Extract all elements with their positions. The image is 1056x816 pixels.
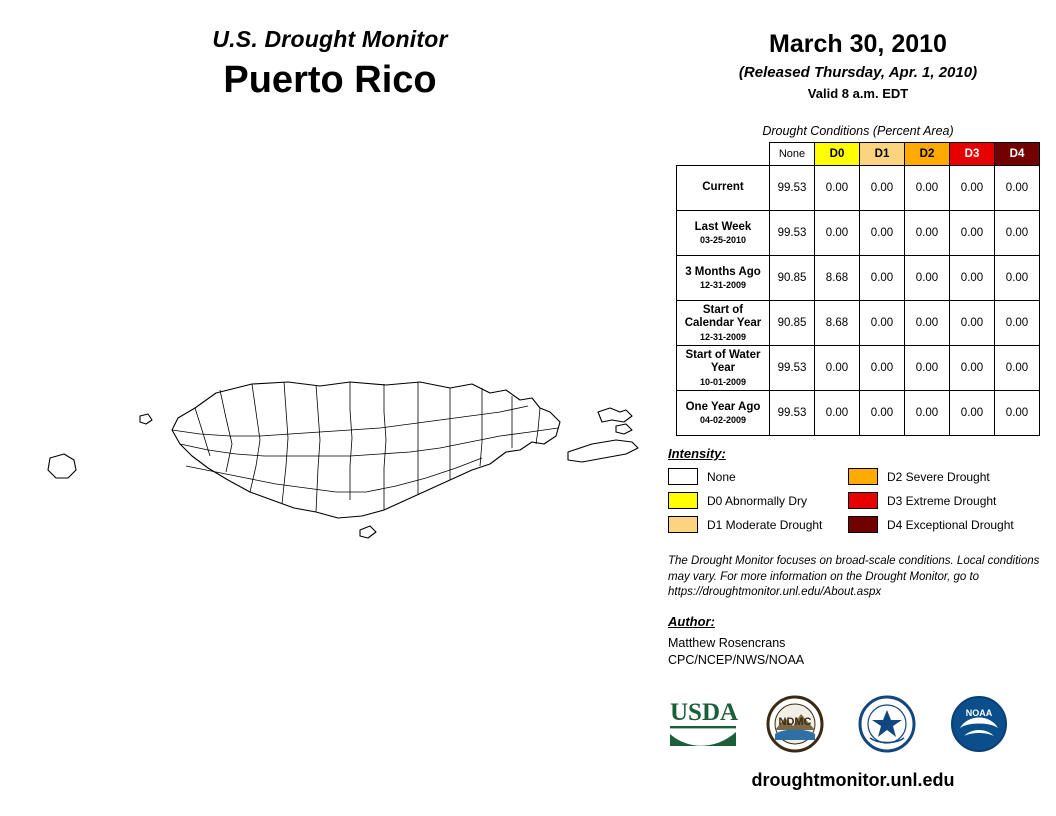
cell-d4: 0.00: [995, 391, 1040, 436]
row-label-date: 04-02-2009: [699, 414, 747, 425]
noaa-seal-logo: [858, 694, 916, 759]
date-block: [668, 30, 1048, 101]
cell-d2: 0.00: [905, 391, 950, 436]
legend-swatch-d2: [848, 468, 878, 485]
usda-logo-svg: [668, 694, 740, 754]
row-label-3-months-ago: [677, 256, 770, 301]
cell-d0: 0.00: [815, 391, 860, 436]
cell-d3: 0.00: [950, 301, 995, 346]
cell-none: 99.53: [770, 166, 815, 211]
cell-d4: 0.00: [995, 346, 1040, 391]
cell-d3: 0.00: [950, 391, 995, 436]
noaa-logo: [950, 694, 1008, 759]
column-header-d2: D2: [905, 143, 950, 166]
cell-d0: 0.00: [815, 166, 860, 211]
row-label-text: 3 Months Ago: [685, 265, 761, 278]
puerto-rico-drought-map: [20, 360, 660, 580]
cell-none: 90.85: [770, 256, 815, 301]
map-release-date: (Released Thursday, Apr. 1, 2010): [738, 64, 978, 81]
cell-d2: 0.00: [905, 301, 950, 346]
legend-item-d3: [848, 492, 1048, 509]
legend-title: Intensity:: [668, 446, 726, 461]
table-row: [677, 166, 1040, 211]
cell-d3: 0.00: [950, 166, 995, 211]
map-title-block: [0, 26, 660, 102]
map-island-desecheo: [140, 414, 152, 424]
column-header-d0: D0: [815, 143, 860, 166]
page-title-region: Puerto Rico: [223, 59, 437, 101]
legend-item-d2: [848, 468, 1048, 485]
cell-d0: 8.68: [815, 301, 860, 346]
map-main-island: [172, 382, 560, 518]
author-name: Matthew Rosencrans: [668, 636, 786, 650]
row-label-date: 03-25-2010: [699, 234, 747, 245]
cell-d4: 0.00: [995, 166, 1040, 211]
row-label-text: Current: [702, 181, 744, 194]
author-block: [668, 614, 1048, 669]
row-label-date: 12-31-2009: [699, 331, 747, 342]
column-header-d3: D3: [950, 143, 995, 166]
map-island-caja-de-muertos: [360, 526, 376, 538]
row-label-text: Last Week: [694, 220, 752, 233]
cell-none: 99.53: [770, 391, 815, 436]
map-island-vieques: [568, 440, 638, 462]
cell-d1: 0.00: [860, 256, 905, 301]
table-header-row: [677, 143, 1040, 166]
map-svg: [20, 360, 660, 580]
usda-logo: [668, 694, 740, 759]
legend-item-d1: [668, 516, 848, 533]
row-label-text: Start of Water Year: [685, 349, 761, 375]
cell-d2: 0.00: [905, 166, 950, 211]
table-row: [677, 301, 1040, 346]
cell-d1: 0.00: [860, 211, 905, 256]
table-row: [677, 346, 1040, 391]
cell-d1: 0.00: [860, 166, 905, 211]
map-valid-time: Valid 8 a.m. EDT: [807, 86, 909, 101]
legend-item-d0: [668, 492, 848, 509]
svg-text:NDMC: NDMC: [778, 716, 812, 728]
table-row: [677, 211, 1040, 256]
author-title: Author:: [668, 614, 715, 629]
cell-d0: 0.00: [815, 346, 860, 391]
cell-d2: 0.00: [905, 346, 950, 391]
legend-swatch-d1: [668, 516, 698, 533]
noaa-seal-logo-svg: [858, 694, 916, 754]
row-label-text: Start of Calendar Year: [684, 304, 762, 330]
legend-label-none: None: [707, 469, 736, 484]
legend-label-d0: D0 Abnormally Dry: [707, 493, 808, 508]
column-header-d4: D4: [995, 143, 1040, 166]
logo-row: [668, 694, 1028, 764]
table-row: [677, 256, 1040, 301]
table-corner-cell: [677, 143, 770, 166]
legend-swatch-d0: [668, 492, 698, 509]
row-label-date: 10-01-2009: [699, 376, 747, 387]
row-label-start-of-water-year: [677, 346, 770, 391]
cell-d1: 0.00: [860, 346, 905, 391]
table-row: [677, 391, 1040, 436]
ndmc-logo-svg: [766, 694, 824, 754]
legend-swatch-d3: [848, 492, 878, 509]
author-organization: CPC/NCEP/NWS/NOAA: [668, 652, 805, 667]
legend-swatch-d4: [848, 516, 878, 533]
cell-d0: 8.68: [815, 256, 860, 301]
noaa-logo-svg: [950, 694, 1008, 754]
cell-d3: 0.00: [950, 346, 995, 391]
footer-url[interactable]: droughtmonitor.unl.edu: [751, 770, 955, 790]
cell-d3: 0.00: [950, 211, 995, 256]
cell-none: 99.53: [770, 211, 815, 256]
legend-label-d4: D4 Exceptional Drought: [887, 517, 1014, 532]
svg-text:USDA: USDA: [670, 699, 739, 726]
column-header-none: None: [770, 143, 815, 166]
row-label-text: One Year Ago: [685, 400, 761, 413]
cell-d4: 0.00: [995, 256, 1040, 301]
cell-d2: 0.00: [905, 256, 950, 301]
cell-d3: 0.00: [950, 256, 995, 301]
map-date: March 30, 2010: [769, 30, 947, 58]
cell-d2: 0.00: [905, 211, 950, 256]
disclaimer-text: The Drought Monitor focuses on broad-scale conditions. Local conditions may vary. For more information on the Drought Monitor, go to https://droughtmonitor.unl.edu/About.aspx: [668, 555, 1040, 599]
cell-d1: 0.00: [860, 391, 905, 436]
page-title-primary: U.S. Drought Monitor: [212, 26, 448, 52]
cell-d4: 0.00: [995, 211, 1040, 256]
cell-none: 90.85: [770, 301, 815, 346]
cell-d4: 0.00: [995, 301, 1040, 346]
intensity-legend: [668, 446, 1048, 533]
legend-label-d1: D1 Moderate Drought: [707, 517, 823, 532]
legend-label-d3: D3 Extreme Drought: [887, 493, 997, 508]
legend-item-d4: [848, 516, 1048, 533]
svg-text:NOAA: NOAA: [965, 708, 993, 718]
cell-d1: 0.00: [860, 301, 905, 346]
table-caption: Drought Conditions (Percent Area): [762, 124, 954, 138]
drought-conditions-table: [676, 142, 1040, 436]
map-island-culebra: [598, 408, 632, 422]
row-label-current: [677, 166, 770, 211]
map-island-mona: [48, 454, 76, 478]
legend-label-d2: D2 Severe Drought: [887, 469, 990, 484]
row-label-last-week: [677, 211, 770, 256]
map-island-culebra-2: [616, 424, 632, 434]
cell-d0: 0.00: [815, 211, 860, 256]
row-label-start-of-calendar-year: [677, 301, 770, 346]
cell-none: 99.53: [770, 346, 815, 391]
legend-swatch-none: [668, 468, 698, 485]
row-label-date: 12-31-2009: [699, 279, 747, 290]
legend-item-none: [668, 468, 848, 485]
column-header-d1: D1: [860, 143, 905, 166]
row-label-one-year-ago: [677, 391, 770, 436]
ndmc-logo: [766, 694, 824, 759]
